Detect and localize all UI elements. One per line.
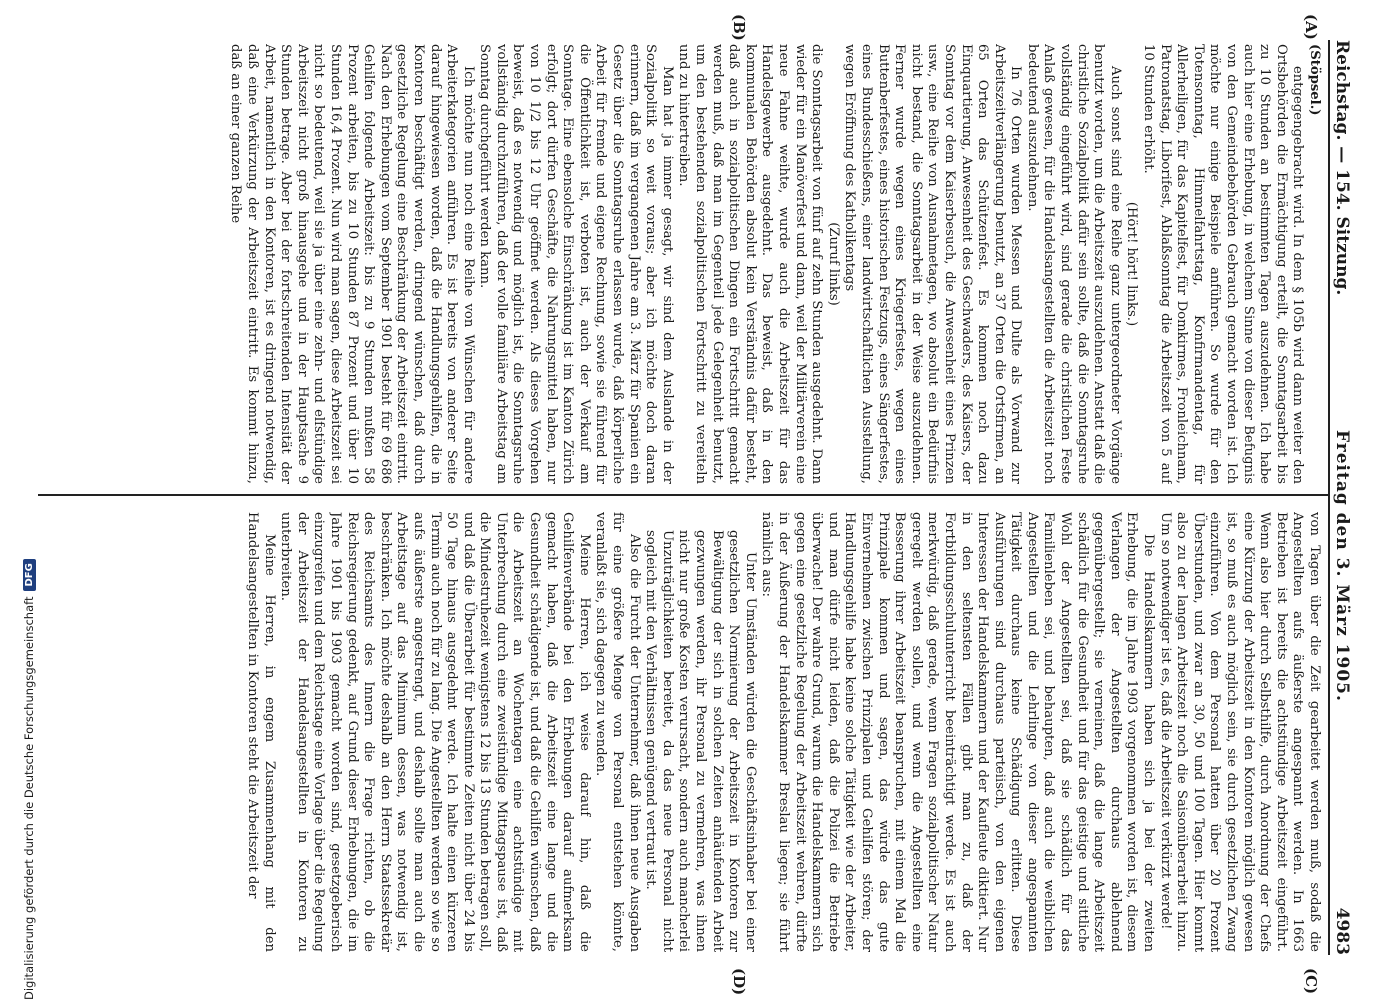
page-header xyxy=(1328,40,1354,955)
interjection: (Hört! hört! links.) xyxy=(1124,201,1140,327)
paragraph: entgegengebracht wird. In dem § 105b wird dann weiter den Ortsbehörden die Ermächtigung erteilt, die Sonntagsarbeit bis zu 10 Stunden an bestimmten Tagen auszudehnen. Ich habe auch hier eine Erhebung, in welchem Sinne von dieser Befugnis von den Gemeindebehörden Gebrauch gemacht worden ist. Ich möchte nur einige Beispiele anführen. So wurde für den Totensonntag, Himmelfahrtstag, Konfirmandentag, für Allerheiligen, für das Kapitelfest, für Domkirmes, Fronleichnam, Patronatstag, Liborifest, Ablaßsonntag die Arbeitszeit von 5 auf 10 Stunden erhöht. xyxy=(1141,44,1306,484)
header-session: Reichstag. — 154. Sitzung. xyxy=(1332,40,1352,296)
paragraph: Meine Herren, in engem Zusammenhang mit den Handelsangestellten in Kontoren steht die Arbeitszeit der xyxy=(245,512,277,952)
paragraph: In 76 Orten wurden Messen und Dulte als Vorwand zur Arbeitszeitverlängerung benutzt, an 37 Orten die Ortsfirmen, an 65 Orten das Schützenfest. Es kommen noch dazu Einquartierung, Anwesenheit des Geschwaders, des Kaisers, der Sonntag vor dem Kaiserbesuch, die Anwesenheit eines Prinzen usw., eine Reihe von Ausnahmetagen, wo absolut ein Bedürfnis nicht bestand, die Sonntagsarbeit in der Weise auszudehnen. Ferner wurde wegen eines Kriegerfestes, wegen eines Buttenberfestes, eines historischen Festzugs, eines Sängerfestes, eines Bundesschießens, einer landwirtschaftlichen Ausstellung, wegen Eröffnung des Katholikentags xyxy=(842,44,1024,484)
column-divider xyxy=(38,494,1328,496)
digitization-credit-text: Digitalisierung gefördert durch die Deutsche Forschungsgemeinschaft xyxy=(22,596,36,1000)
paragraph: Also die Furcht der Unternehmer, daß ihnen neue Ausgaben für eine größere Menge von Personal entstehen könnte, veranlaßt sie, sich dagegen zu wenden. xyxy=(593,512,642,952)
digitization-credit xyxy=(18,560,40,1000)
paragraph: Die Handelskammern haben sich ja bei der zweiten Erhebung, die im Jahre 1903 vorgenommen worden ist, diesem Verlangen der Angestellten durchaus ablehnend gegenübergestellt; sie verneinen, daß die lange Arbeitszeit schädlich für die Gesundheit und für das geistige und sittliche Wohl der Angestellten sei, daß sie schädlich für das Familienleben sei, und behaupten, daß auch die weiblichen Angestellten und die Lehrlinge von dieser angespannten Tätigkeit durchaus keine Schädigung erlitten. Diese Ausführungen sind durchaus parteiisch, von den eigenen Interessen der Handelskammern und der Kaufleute diktiert. Nur in den seltensten Fällen gibt man zu, daß der Fortbildungsschulunterricht beeinträchtigt werde. Es ist auch merkwürdig, daß gerade, wenn Fragen sozialpolitischer Natur geregelt werden sollen, und wenn die Angestellten eine Besserung ihrer Arbeitszeit beanspruchen, mit einem Mal die Prinzipale kommen und sagen, das würde das gute Einvernehmen zwischen Prinzipalen und Gehilfen stören; der Handlungsgehilfe habe keine solche Tätigkeit wie der Arbeiter, und man dürfe nicht leiden, daß die Polizei die Betriebe überwache! Der wahre Grund, warum die Handelskammern sich gegen eine gesetzliche Regelung der Arbeitszeit wehren, dürfte in der Äußerung der Handelskammer Breslau liegen; sie führt nämlich aus: xyxy=(759,512,1157,952)
header-date: Freitag den 3. März 1905. xyxy=(1332,430,1352,702)
margin-marker-b: (B) xyxy=(730,14,748,41)
dfg-logo-icon: DFG xyxy=(23,559,36,590)
margin-marker-c: (C) xyxy=(1302,968,1320,995)
paragraph: Man hat ja immer gesagt, wir sind dem Auslande in der Sozialpolitik so weit voraus; aber ich möchte doch daran erinnern, daß im vergangenen Jahre am 3. März für Spanien ein Gesetz über die Sonntagsruhe erlassen wurde, daß körperliche Arbeit für fremde und eigene Rechnung, sowie sie führend für die Öffentlichkeit ist, verboten ist, auch der Verkauf am Sonntage. Eine ebensolche Einschränkung ist im Kanton Zürich erfolgt; dort dürfen Geschäfte, die Nahrungsmittel haben, nur von 10 1/2 bis 12 Uhr geöffnet werden. Als dieses Vorgehen beweist, daß es notwendig und möglich ist, die Sonntagsruhe vollständig durchzuführen, daß der volle familiäre Arbeitstag am Sonntag durchgeführt werden kann. xyxy=(477,44,675,484)
text-column-left xyxy=(52,44,1322,484)
text-column-right xyxy=(52,512,1322,952)
paragraph: die Sonntagsarbeit von fünf auf zehn Stunden ausgedehnt. Dann wieder für ein Manöverfest und dann, weil der Militärverein eine neue Fahne weihte, wurde auch die Arbeitszeit für das Handelsgewerbe ausgedehnt. Das beweist, daß in den kommunalen Behörden absolut kein Verständnis dafür besteht, daß auch in sozialpolitischen Dingen ein Fortschritt gemacht werden muß, daß man im Gegenteil jede Gelegenheit benutzt, um den bestehenden sozialpolitischen Fortschritt zu vereiteln und zu hintertreiben. xyxy=(676,44,825,484)
margin-marker-a: (A) xyxy=(1302,14,1320,40)
margin-marker-d: (D) xyxy=(730,968,748,996)
paragraph: von Tagen über die Zeit gearbeitet werden muß, sodaß die Angestellten aufs äußerste angespannt werden. In 1663 Betrieben ist bereits die achtstündige Arbeitszeit eingeführt. Wenn also hier durch Selbsthilfe, durch Anordnung der Chefs eine Kürzung der Arbeitszeit in den Kontoren möglich gewesen ist, so muß es auch möglich sein, sie durch gesetzlichen Zwang einzuführen. Von dem Personal hatten über 20 Prozent Überstunden, und zwar an 30, 50 und 100 Tagen. Hier kommt also zu der langen Arbeitszeit noch die Saisonüberarbeit hinzu. Um so notwendiger ist es, daß die Arbeitszeit verkürzt werde! xyxy=(1157,512,1322,952)
page-number: 4983 xyxy=(1332,907,1352,955)
paragraph: Meine Herren, ich weise darauf hin, daß die Gehilfenverbände bei den Erhebungen darauf aufmerksam gemacht haben, daß die Arbeitszeit eine lange und die Gesundheit schädigende ist, und daß die Gehilfen wünschen, daß die Arbeitszeit an Wochentagen eine achtstündige mit Unterbrechung durch eine zweistündige Mittagspause ist, daß die Mindestruhezeit wenigstens 12 bis 13 Stunden betragen soll, und daß die Überarbeit für bestimmte Zeiten nicht über 24 bis 50 Tage hinaus ausgedehnt werde. Ich halte einen kürzeren Termin auch noch für zu lang. Die Angestellten werden so wie so aufs äußerste angestrengt, und deshalb sollte man auch die Arbeitstage auf das Minimum dessen, was notwendig ist, beschränken. Ich möchte deshalb an den Herrn Staatssekretär des Reichsamts des Innern die Frage richten, ob die Reichsregierung gedenkt, auf Grund dieser Erhebungen, die im Jahre 1901 bis 1903 gemacht worden sind, gesetzgeberisch einzugreifen und dem Reichstage eine Vorlage über die Regelung der Arbeitszeit der Handelsangestellten in Kontoren zu unterbreiten. xyxy=(278,512,592,952)
paragraph: Auch sonst sind eine Reihe ganz untergeordneter Vorgänge benutzt worden, um die Arbeitszeit auszudehnen. Anstatt daß die christliche Sozialpolitik dafür sein sollte, daß die Sonntagsruhe vollständig eingeführt wird, sind gerade die christlichen Feste Anlaß gewesen, für die Handelsangestellten die Arbeitszeit noch bedeutend auszudehnen. xyxy=(1024,44,1123,484)
interjection: (Zuruf links) xyxy=(825,222,841,306)
rotated-page xyxy=(20,0,1360,1000)
paragraph: Ich möchte nun noch eine Reihe von Wünschen für andere Arbeiterkategorien anführen. Es ist bereits von anderer Seite darauf hingewiesen worden, daß die Handlungsgehilfen, die in Kontoren beschäftigt werden, dringend wünschen, daß durch gesetzliche Regelung eine Beschränkung der Arbeitszeit eintritt. Nach den Erhebungen vom September 1901 besteht für 69 686 Gehilfen folgende Arbeitszeit: bis zu 9 Stunden mußten 58 Prozent arbeiten, bis zu 10 Stunden 87 Prozent und über 10 Stunden 16,4 Prozent. Nun wird man sagen, diese Arbeitszeit sei nicht so bedeutend, weil sie ja über eine zehn- und elfstündige Arbeitszeit nicht groß hinausgehe und in der Hauptsache 9 Stunden betrage. Aber bei der fortschreitenden Intensität der Arbeit, namentlich in den Kontoren, ist es dringend notwendig, daß eine Verkürzung der Arbeitszeit eintritt. Es kommt hinzu, daß an einer ganzen Reihe xyxy=(228,44,476,484)
speaker-name: (Stöpsel.) xyxy=(1307,44,1322,116)
quotation: Unter Umständen würden die Geschäftsinhaber bei einer gesetzlichen Normierung der Arbeitszeit in Kontoren zur Bewältigung der sich in solchen Zeiten anhäufenden Arbeit gezwungen werden, ihr Personal zu vermehren, was ihnen nicht nur große Kosten verursacht, sondern auch mancherlei Unzuträglichkeiten bereitet, da das neue Personal nicht sogleich mit den Verhältnissen genügend vertraut ist. xyxy=(643,530,758,952)
digitization-sidebar xyxy=(0,560,36,1000)
